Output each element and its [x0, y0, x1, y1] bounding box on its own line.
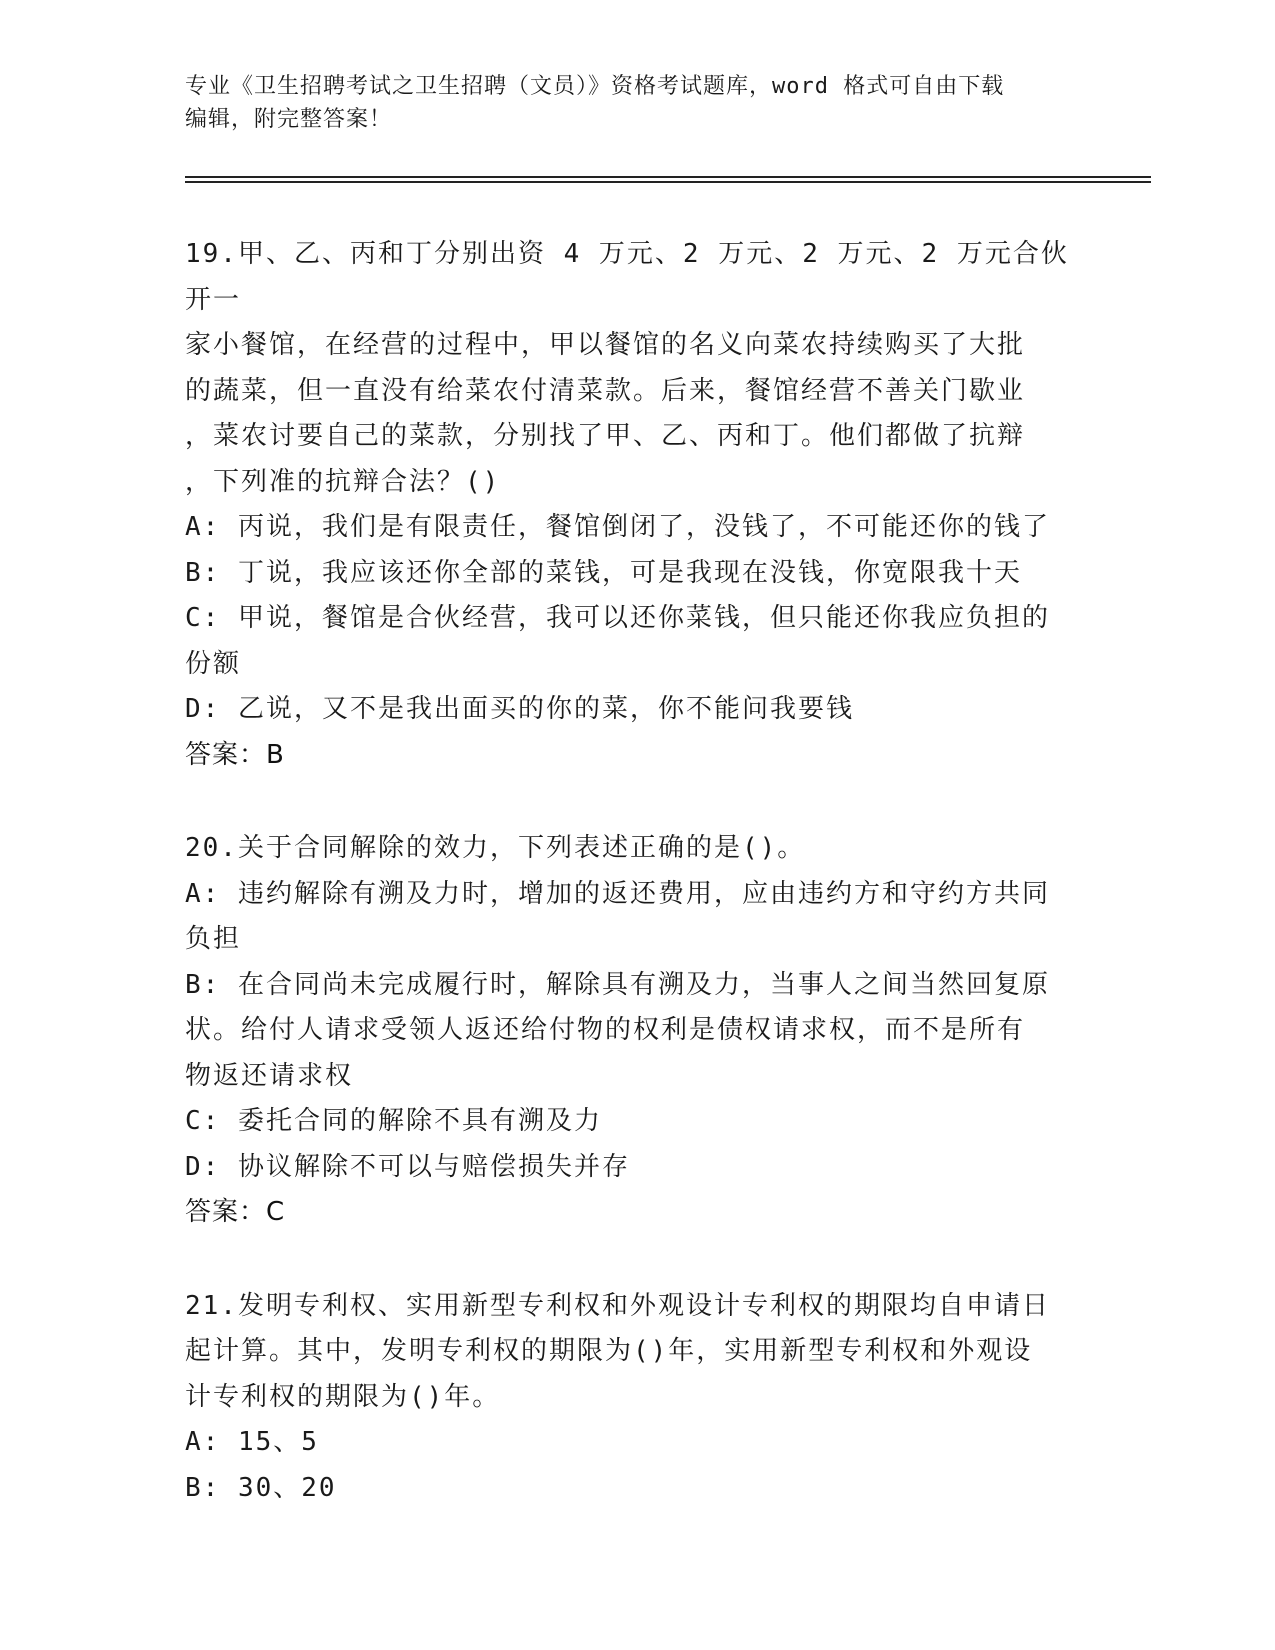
header-line: 专业《卫生招聘考试之卫生招聘（文员）》资格考试题库，word 格式可自由下载	[185, 74, 1005, 99]
option-line: D: 协议解除不可以与赔偿损失并存	[185, 1151, 630, 1182]
question-stem-line: 的蔬菜，但一直没有给菜农付清菜款。后来，餐馆经营不善关门歇业	[185, 375, 1026, 406]
header-divider	[185, 176, 1151, 183]
question-stem-line: 19.甲、乙、丙和丁分别出资 4 万元、2 万元、2 万元、2 万元合伙开一	[185, 239, 1069, 315]
question-list	[185, 232, 1085, 1559]
question-stem-line: ，下列准的抗辩合法？()	[185, 466, 501, 497]
question-stem-line: 21.发明专利权、实用新型专利权和外观设计专利权的期限均自申请日	[185, 1290, 1050, 1321]
question-stem-line: ，菜农讨要自己的菜款，分别找了甲、乙、丙和丁。他们都做了抗辩	[185, 421, 1026, 451]
header-line: 编辑，附完整答案！	[185, 107, 393, 132]
option-line: 状。给付人请求受领人返还给付物的权利是债权请求权，而不是所有	[185, 1015, 1026, 1045]
question-19	[185, 232, 1085, 778]
option-line: B: 在合同尚未完成履行时，解除具有溯及力，当事人之间当然回复原	[185, 969, 1050, 1000]
option-line: 负担	[185, 924, 242, 954]
question-stem-line: 起计算。其中，发明专利权的期限为()年，实用新型专利权和外观设	[185, 1336, 1033, 1366]
question-21	[185, 1284, 1085, 1512]
question-stem-line: 计专利权的期限为()年。	[185, 1381, 501, 1412]
answer-label: 答案：B	[185, 739, 285, 770]
option-line: D: 乙说，又不是我出面买的你的菜，你不能问我要钱	[185, 694, 854, 724]
option-line: 物返还请求权	[185, 1060, 354, 1091]
document-header	[185, 70, 1065, 136]
option-line: C: 委托合同的解除不具有溯及力	[185, 1106, 602, 1136]
question-stem-line: 20.关于合同解除的效力，下列表述正确的是()。	[185, 833, 806, 863]
question-stem-line: 家小餐馆，在经营的过程中，甲以餐馆的名义向菜农持续购买了大批	[185, 330, 1026, 360]
option-line: B: 30、20	[185, 1472, 337, 1503]
option-line: C: 甲说，餐馆是合伙经营，我可以还你菜钱，但只能还你我应负担的	[185, 603, 1050, 633]
option-line: A: 丙说，我们是有限责任，餐馆倒闭了，没钱了，不可能还你的钱了	[185, 512, 1050, 542]
question-20	[185, 826, 1085, 1236]
option-line: B: 丁说，我应该还你全部的菜钱，可是我现在没钱，你宽限我十天	[185, 557, 1022, 588]
option-line: A: 违约解除有溯及力时，增加的返还费用，应由违约方和守约方共同	[185, 878, 1050, 909]
answer-label: 答案：C	[185, 1197, 286, 1227]
option-line: 份额	[185, 648, 242, 679]
option-line: A: 15、5	[185, 1427, 319, 1457]
